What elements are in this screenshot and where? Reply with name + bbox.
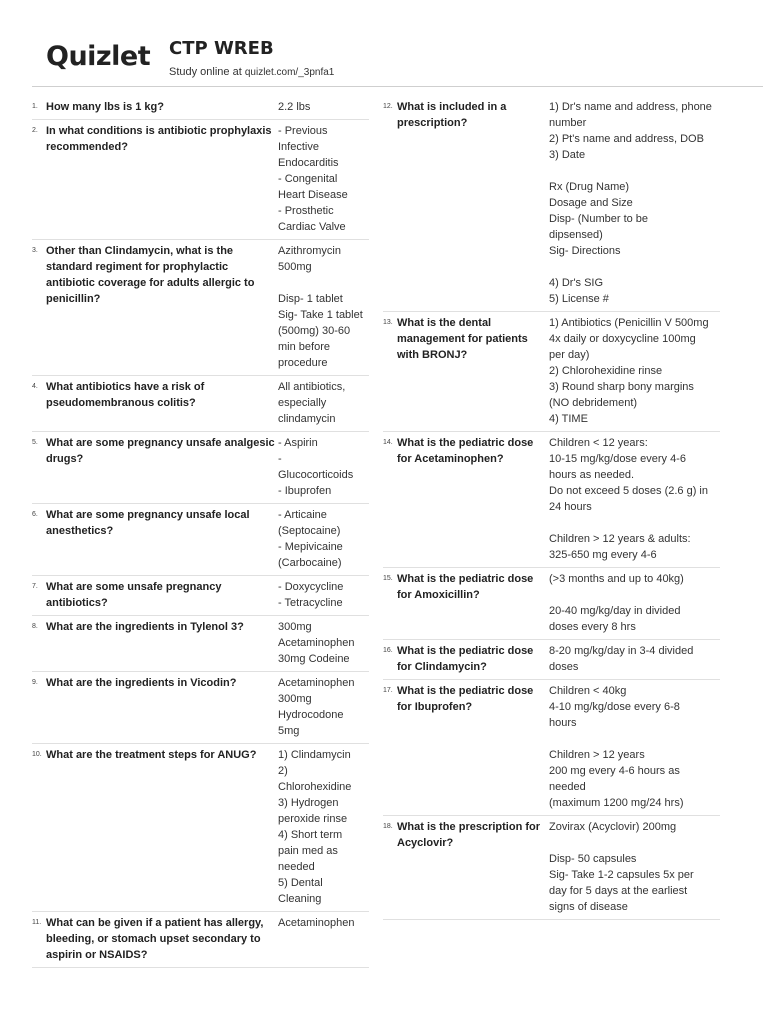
quizlet-logo[interactable]: Quizlet: [46, 41, 151, 72]
card-definition: Zovirax (Acyclovir) 200mg Disp- 50 capsules Sig- Take 1-2 capsules 5x per day for 5 days at the earliest signs of disease: [549, 821, 694, 913]
card-definition: - Previous Infective Endocarditis - Congenital Heart Disease - Prosthetic Cardiac Valve: [278, 125, 348, 233]
card-number: 11.: [32, 919, 42, 926]
card-term: What are some pregnancy unsafe local anesthetics?: [46, 509, 250, 537]
card-number: 18.: [383, 823, 393, 830]
flashcard: [32, 912, 369, 968]
card-term: What is the dental management for patients with BRONJ?: [397, 317, 528, 361]
card-term: What are the treatment steps for ANUG?: [46, 749, 257, 761]
card-term: What are some pregnancy unsafe analgesic drugs?: [46, 437, 275, 465]
card-term: What antibiotics have a risk of pseudomembranous colitis?: [46, 381, 205, 409]
card-term: What is the pediatric dose for Amoxicillin?: [397, 573, 534, 601]
card-definition: 1) Clindamycin 2) Chlorohexidine 3) Hydrogen peroxide rinse 4) Short term pain med as needed 5) Dental Cleaning: [278, 749, 352, 905]
flashcard: [32, 432, 369, 504]
card-definition: - Articaine (Septocaine) - Mepivicaine (Carbocaine): [278, 509, 343, 569]
flashcard: [32, 616, 369, 672]
flashcard: [383, 432, 720, 568]
flashcard: [32, 120, 369, 240]
card-definition: Azithromycin 500mg Disp- 1 tablet Sig- Take 1 tablet (500mg) 30-60 min before procedure: [278, 245, 363, 369]
flashcard: [32, 504, 369, 576]
flashcard: [32, 576, 369, 616]
card-definition: Acetaminophen: [278, 917, 355, 929]
flashcard: [383, 640, 720, 680]
study-online-line: [169, 66, 334, 78]
card-term: What are the ingredients in Vicodin?: [46, 677, 237, 689]
flashcard: [32, 376, 369, 432]
card-number: 5.: [32, 439, 38, 446]
right-column: [383, 96, 720, 920]
card-number: 17.: [383, 687, 393, 694]
card-definition: 1) Antibiotics (Penicillin V 500mg 4x daily or doxycycline 100mg per day) 2) Chlorohexidine rinse 3) Round sharp bony margins (NO debridement) 4) TIME: [549, 317, 709, 425]
left-column: [32, 96, 369, 968]
study-prefix: Study online at: [169, 66, 242, 78]
flashcard: [32, 744, 369, 912]
card-term: What is the pediatric dose for Acetaminophen?: [397, 437, 534, 465]
study-url-link[interactable]: quizlet.com/_3pnfa1: [244, 67, 335, 78]
card-number: 3.: [32, 247, 38, 254]
card-definition: Children < 40kg 4-10 mg/kg/dose every 6-8 hours Children > 12 years 200 mg every 4-6 hours as needed (maximum 1200 mg/24 hrs): [549, 685, 684, 809]
set-title: CTP WREB: [169, 38, 274, 59]
header-divider: [32, 86, 763, 87]
card-definition: Children < 12 years: 10-15 mg/kg/dose every 4-6 hours as needed. Do not exceed 5 doses (2.6 g) in 24 hours Children > 12 years & adults: 325-650 mg every 4-6: [549, 437, 708, 561]
card-number: 8.: [32, 623, 38, 630]
page-header: [0, 0, 768, 90]
card-definition: 1) Dr's name and address, phone number 2) Pt's name and address, DOB 3) Date Rx (Drug Name) Dosage and Size Disp- (Number to be dipsensed) Sig- Directions 4) Dr's SIG 5) License #: [549, 101, 712, 305]
card-number: 14.: [383, 439, 393, 446]
card-definition: All antibiotics, especially clindamycin: [278, 381, 346, 425]
card-number: 2.: [32, 127, 38, 134]
card-term: What is the pediatric dose for Clindamycin?: [397, 645, 534, 673]
flashcard: [32, 672, 369, 744]
card-term: Other than Clindamycin, what is the standard regiment for prophylactic antibiotic coverage for adults allergic to penicillin?: [46, 245, 255, 305]
card-term: In what conditions is antibiotic prophylaxis recommended?: [46, 125, 272, 153]
card-definition: Acetaminophen 300mg Hydrocodone 5mg: [278, 677, 355, 737]
card-number: 4.: [32, 383, 38, 390]
flashcard: [383, 312, 720, 432]
card-number: 13.: [383, 319, 393, 326]
card-term: What are the ingredients in Tylenol 3?: [46, 621, 244, 633]
flashcard: [32, 96, 369, 120]
flashcard: [32, 240, 369, 376]
card-number: 10.: [32, 751, 42, 758]
card-term: What are some unsafe pregnancy antibiotics?: [46, 581, 222, 609]
card-number: 12.: [383, 103, 393, 110]
flashcard: [383, 568, 720, 640]
card-number: 9.: [32, 679, 38, 686]
card-number: 16.: [383, 647, 393, 654]
card-number: 15.: [383, 575, 393, 582]
card-term: What is included in a prescription?: [397, 101, 507, 129]
card-definition: 2.2 lbs: [278, 101, 311, 113]
card-number: 1.: [32, 103, 38, 110]
card-definition: - Aspirin - Glucocorticoids - Ibuprofen: [278, 437, 354, 497]
card-term: What is the prescription for Acyclovir?: [397, 821, 541, 849]
card-number: 7.: [32, 583, 38, 590]
card-definition: 8-20 mg/kg/day in 3-4 divided doses: [549, 645, 694, 673]
card-term: What is the pediatric dose for Ibuprofen?: [397, 685, 534, 713]
card-definition: - Doxycycline - Tetracycline: [278, 581, 344, 609]
flashcard: [383, 680, 720, 816]
card-term: What can be given if a patient has allergy, bleeding, or stomach upset secondary to aspirin or NSAIDS?: [46, 917, 264, 961]
card-definition: 300mg Acetaminophen 30mg Codeine: [278, 621, 355, 665]
flashcard: [383, 96, 720, 312]
card-number: 6.: [32, 511, 38, 518]
card-definition: (>3 months and up to 40kg) 20-40 mg/kg/day in divided doses every 8 hrs: [549, 573, 684, 633]
flashcard: [383, 816, 720, 920]
card-term: How many lbs is 1 kg?: [46, 101, 164, 113]
